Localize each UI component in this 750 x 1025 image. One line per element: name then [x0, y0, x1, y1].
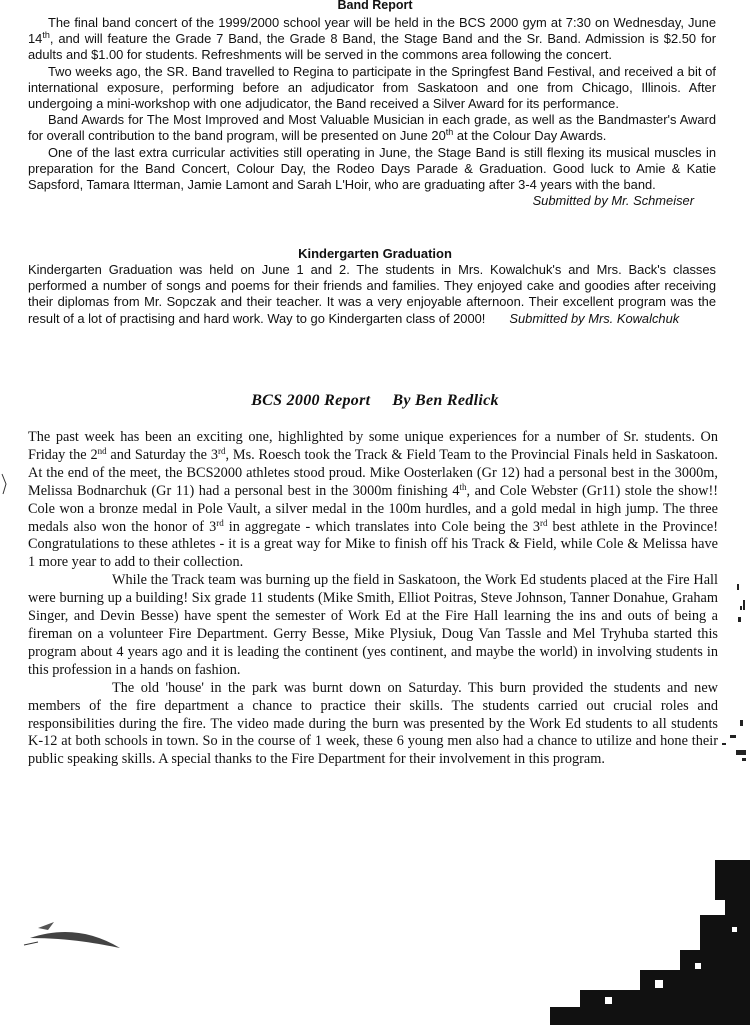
band-paragraph-1	[28, 15, 716, 64]
bcs-paragraph-2: While the Track team was burning up the field in Saskatoon, the Work Ed students placed at the Fire Hall were burning up a building! Six grade 11 students (Mike Smith, Elliot Poitras, Steve Johnson, Tanner Donahue, Graham Singer, and Devin Besse) have spent the semester of Work Ed at the Fire Hall learning the ins and outs of being a fireman on a volunteer Fire Department. Gerry Besse, Mike Plysiuk, Doug Van Tassle and Mel Tryhuba started this program about 4 years ago and it is leading the continent (yes continent, and maybe the world) in involving students in this profession in a hands on fashion.	[28, 572, 718, 678]
superscript: th	[445, 127, 454, 138]
bcs-report-heading	[0, 392, 750, 410]
scan-speck	[0, 470, 10, 500]
scan-smudge	[20, 900, 130, 970]
scan-edge-noise	[700, 570, 750, 800]
text-span: , and will feature the Grade 7 Band, the Grade 8 Band, the Stage Band and the Sr. Band. Admission is $2.50 for adults and $1.00 for students. Refreshments will be served in the commons area following the concert.	[28, 31, 716, 63]
bcs-report-byline: By Ben Redlick	[392, 392, 499, 409]
bcs-report-body	[28, 429, 718, 769]
superscript: rd	[216, 517, 224, 528]
text-span: Band Awards for The Most Improved and Most Valuable Musician in each grade, as well as the Bandmaster's Award for overall contribution to the band program, will be presented on June 20	[28, 112, 716, 144]
band-report-body	[28, 15, 716, 209]
superscript: rd	[217, 445, 226, 456]
text-span: The past week has been an exciting one, highlighted by some unique experiences for a number of Sr. students. On Friday the 2	[28, 429, 718, 463]
text-span: in aggregate - which translates into Cole being the 3	[223, 518, 541, 535]
band-signature: Submitted by Mr. Schmeiser	[532, 193, 694, 209]
band-paragraph-3	[28, 112, 716, 144]
bcs-report-title: BCS 2000 Report	[251, 392, 371, 409]
scan-corner-shadow	[520, 855, 750, 1025]
superscript: rd	[540, 517, 548, 528]
bcs-paragraph-1	[28, 429, 718, 572]
band-report-title: Band Report	[337, 0, 413, 12]
kindergarten-paragraph	[28, 262, 716, 327]
band-paragraph-2: Two weeks ago, the SR. Band travelled to Regina to participate in the Springfest Band Festival, and received a bit of international exposure, performing before an adjudicator from Saskatoon and one from Chicago, Illinois. After undergoing a mini-workshop with one adjudicator, the Band received a Silver Award for its performance.	[28, 63, 716, 112]
text-span: Kindergarten Graduation was held on June 1 and 2. The students in Mrs. Kowalchuk's and Mrs. Back's classes performed a number of songs and poems for their friends and families. They enjoyed cake and goodies after receiving their diplomas from Mr. Sopczak and their teacher. It was a very enjoyable afternoon. Their excellent program was the result of a lot of practising and hard work. Way to go Kindergarten class of 2000!	[28, 262, 716, 326]
kindergarten-signature: Submitted by Mrs. Kowalchuk	[509, 310, 680, 326]
kindergarten-body	[28, 262, 716, 327]
text-span: The final band concert of the 1999/2000 school year will be held in the BCS 2000 gym at 7:30 on Wednesday, June 14	[28, 15, 716, 47]
superscript: nd	[97, 445, 107, 456]
superscript: th	[459, 481, 467, 492]
bcs-paragraph-3: The old 'house' in the park was burnt down on Saturday. This burn provided the students and new members of the fire department a chance to practice their skills. The students carried out crucial roles and responsibilities during the fire. The video made during the burn was presented by the Work Ed students to all students K-12 at both schools in town. So in the course of 1 week, these 6 young men also had a chance to utilize and hone their public speaking skills. A special thanks to the Fire Department for their involvement in this program.	[28, 679, 718, 768]
text-span: at the Colour Day Awards.	[453, 128, 607, 144]
kindergarten-title: Kindergarten Graduation	[298, 246, 452, 261]
band-paragraph-4: One of the last extra curricular activities still operating in June, the Stage Band is still flexing its musical muscles in preparation for the Band Concert, Colour Day, the Rodeo Days Parade & Graduation. Good luck to Amie & Katie Sapsford, Tamara Itterman, Jamie Lamont and Sarah L'Hoir, who are graduating after 3-4 years with the band.	[28, 144, 716, 193]
text-span: , and Cole Webster (Gr11) stole the show!! Cole won a bronze medal in Pole Vault, a silver medal in the 100m hurdles, and a gold medal in high jump. The three medals also won the honor of 3	[28, 482, 719, 535]
text-span: and Saturday the 3	[106, 446, 218, 463]
text-span: best athlete in the Province! Congratulations to these athletes - it is a great way for Mike to finish off his Track & Field, while Cole & Melissa have 1 more year to add to their collection.	[28, 518, 718, 571]
text-span: , Ms. Roesch took the Track & Field Team to the Provincial Finals held in Saskatoon. At the end of the meet, the BCS2000 athletes stood proud. Mike Oosterlaken (Gr 12) had a personal best in the 3000m, Melissa Bodnarchuk (Gr 11) had a personal best in the 3000m finishing 4	[28, 446, 718, 499]
superscript: th	[42, 30, 50, 41]
